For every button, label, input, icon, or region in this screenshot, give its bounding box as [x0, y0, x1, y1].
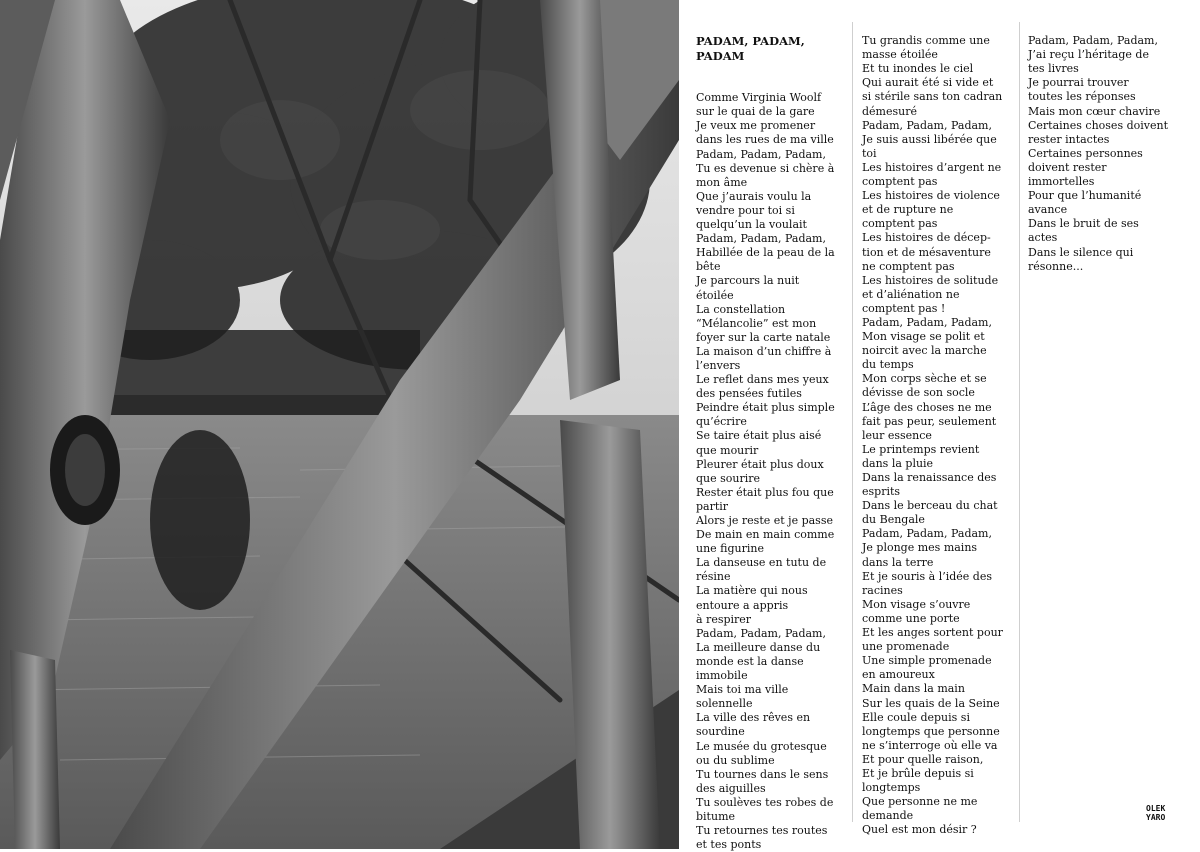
poem-column-2-text: Tu grandis comme une masse étoilée Et tu inondes le ciel Qui aurait été si vide et si stérile sans ton cadran démesuré Padam, Padam, Padam, Je suis aussi libérée que toi Les histoires d’argent ne comptent pas Les histoires de violence et de rupture ne comptent pas Les histoires de décep- tion et de mésaventure ne comptent pas Les histoires de solitude et d’aliénation ne comptent pas ! Padam, Padam, Padam, Mon visage se polit et noircit avec la marche du temps Mon corps sèche et se dévisse de son socle L’âge des choses ne me fait pas peur, seulement leur essence Le printemps revient dans la pluie Dans la renaissance des esprits Dans le berceau du chat du Bengale Padam, Padam, Padam, Je plonge mes mains dans la terre Et je souris à l’idée des racines Mon visage s’ouvre comme une porte Et les anges sortent pour une promenade Une simple promenade en amoureux Main dans la main Sur les quais de la Seine Elle coule depuis si longtemps que personne ne s’interroge où elle va Et pour quelle raison, Et je brûle depuis si longtemps Que personne ne me demande Quel est mon désir ? [862, 34, 1003, 837]
author-signature: OLEK YARO [1146, 804, 1166, 822]
poem-title: PADAM, PADAM, PADAM [696, 34, 805, 63]
poem-column-1 [696, 20, 844, 852]
poem-column-2 [862, 20, 1012, 837]
poem-column-3 [1028, 20, 1178, 274]
poem-column-1-text: Comme Virginia Woolf sur le quai de la gare Je veux me promener dans les rues de ma ville Padam, Padam, Padam, Tu es devenue si chère à mon âme Que j’aurais voulu la vendre pour toi si quelqu’un la voulait Padam, Padam, Padam, Habillée de la peau de la bête Je parcours la nuit étoilée La constellation “Mélancolie” est mon foyer sur la carte natale La maison d’un chiffre à l’envers Le reflet dans mes yeux des pensées futiles Peindre était plus simple qu’écrire Se taire était plus aisé que mourir Pleurer était plus doux que sourire Rester était plus fou que partir Alors je reste et je passe De main en main comme une figurine La danseuse en tutu de résine La matière qui nous entoure a appris à respirer Padam, Padam, Padam, La meilleure danse du monde est la danse immobile Mais toi ma ville solennelle La ville des rêves en sourdine Le musée du grotesque ou du sublime Tu tournes dans le sens des aiguilles Tu soulèves tes robes de bitume Tu retournes tes routes et tes ponts [696, 91, 835, 852]
column-divider [852, 22, 853, 822]
column-divider [1019, 22, 1020, 822]
poem-column-3-text: Padam, Padam, Padam, J’ai reçu l’héritage de tes livres Je pourrai trouver toutes les réponses Mais mon cœur chavire Certaines choses doivent rester intactes Certaines personnes doivent rester immortelles Pour que l’humanité avance Dans le bruit de ses actes Dans le silence qui résonne... [1028, 34, 1168, 273]
